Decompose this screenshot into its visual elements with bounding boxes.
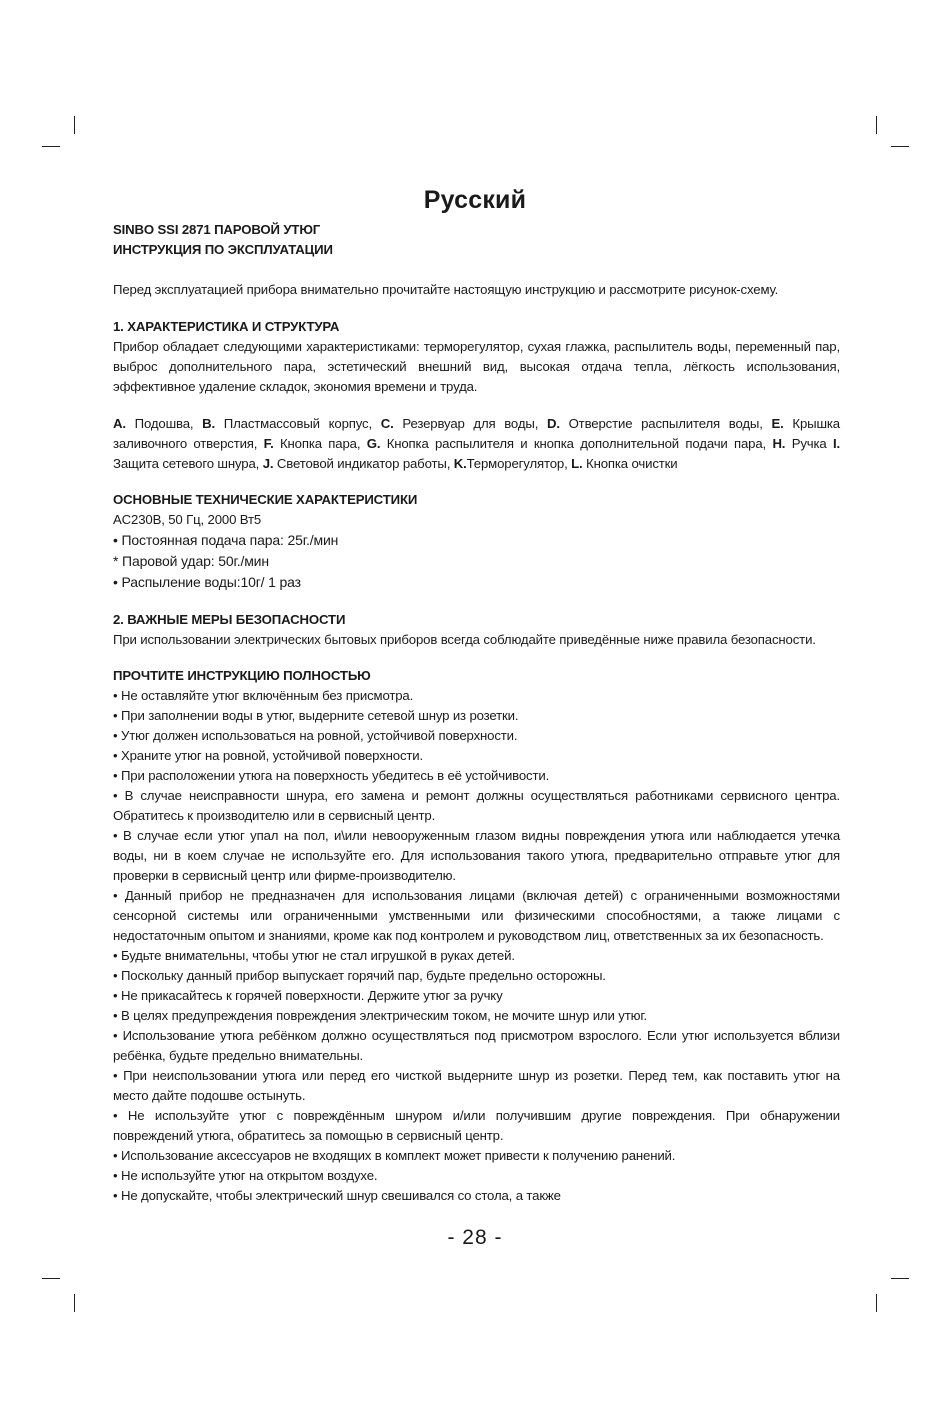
safety-item: • Не оставляйте утюг включённым без присмотра.	[113, 688, 414, 703]
part-name: Отверстие распылителя воды,	[559, 416, 772, 431]
safety-item: • Не используйте утюг с повреждённым шнуром и/или получившим другие повреждения. При обнаружении повреждений утюга, обратитесь за помощью в сервисный центр.	[113, 1108, 840, 1143]
part-name: Крышка заливочного отверстия,	[113, 416, 840, 451]
safety-item: • Не допускайте, чтобы электрический шнур свешивался со стола, а также	[113, 1188, 561, 1203]
safety-item: • Не прикасайтесь к горячей поверхности. Держите утюг за ручку	[113, 988, 503, 1003]
part-name: Кнопка очистки	[582, 456, 678, 471]
section2-heading: 2. ВАЖНЫЕ МЕРЫ БЕЗОПАСНОСТИ	[113, 612, 346, 627]
specs-list	[113, 510, 840, 593]
part-letter: J.	[262, 456, 274, 471]
intro-text: Перед эксплуатацией прибора внимательно прочитайте настоящую инструкцию и рассмотрите рисунок-схему.	[113, 282, 779, 297]
spec-line: * Паровой удар: 50г./мин	[113, 553, 269, 569]
part-name: Терморегулятор,	[466, 456, 572, 471]
page-title: Русский	[423, 186, 527, 214]
safety-item: • При неиспользовании утюга или перед его чисткой выдерните шнур из розетки. Перед тем, как поставить утюг на место дайте подошве остынуть.	[113, 1068, 840, 1103]
part-letter: G.	[366, 436, 381, 451]
spec-line: • Распыление воды:10г/ 1 раз	[113, 574, 301, 590]
crop-mark-top-right-vertical	[876, 116, 877, 134]
section1-text: Прибор обладает следующими характеристиками: терморегулятор, сухая глажка, распылитель воды, переменный пар, выброс дополнительного пара, эстетический внешний вид, высокая отдача тепла, лёгкость использования, эффективное удаление складок, экономия времени и труда.	[113, 339, 840, 394]
safety-item: • В случае неисправности шнура, его замена и ремонт должны осуществляться работниками сервисного центра. Обратитесь к производителю или в сервисный центр.	[113, 788, 840, 823]
safety-item: • Утюг должен использоваться на ровной, устойчивой поверхности.	[113, 728, 518, 743]
crop-mark-bottom-left-vertical	[74, 1294, 75, 1312]
part-name: Пластмассовый корпус,	[215, 416, 381, 431]
document-body	[113, 220, 840, 1206]
part-name: Кнопка пара,	[273, 436, 367, 451]
doc-header-line2: ИНСТРУКЦИЯ ПО ЭКСПЛУАТАЦИИ	[113, 242, 333, 257]
safety-item: • Данный прибор не предназначен для использования лицами (включая детей) с ограниченными возможностями сенсорной системы или ограниченными умственными или физическими способностями, а также лицами с недостаточным опытом и знаниями, кроме как под контролем и руководством лиц, ответственных за их безопасность.	[113, 888, 840, 943]
parts-list	[113, 414, 840, 474]
crop-mark-bottom-left-horizontal	[42, 1278, 60, 1279]
specs-heading: ОСНОВНЫЕ ТЕХНИЧЕСКИЕ ХАРАКТЕРИСТИКИ	[113, 492, 418, 507]
safety-item: • Не используйте утюг на открытом воздухе.	[113, 1168, 378, 1183]
doc-header-line1: SINBO SSI 2871 ПАРОВОЙ УТЮГ	[113, 222, 321, 237]
section2-text: При использовании электрических бытовых приборов всегда соблюдайте приведённые ниже правила безопасности.	[113, 632, 816, 647]
part-letter: C.	[380, 416, 394, 431]
spec-line: • Постоянная подача пара: 25г./мин	[113, 532, 339, 548]
crop-mark-top-left-vertical	[74, 116, 75, 134]
part-name: Подошва,	[125, 416, 203, 431]
part-letter: L.	[571, 456, 583, 471]
part-letter: B.	[202, 416, 216, 431]
safety-item: • При расположении утюга на поверхность убедитесь в её устойчивости.	[113, 768, 550, 783]
section1-heading: 1. ХАРАКТЕРИСТИКА И СТРУКТУРА	[113, 319, 340, 334]
part-letter: K.	[453, 456, 467, 471]
part-letter: D.	[546, 416, 560, 431]
safety-item: • Храните утюг на ровной, устойчивой поверхности.	[113, 748, 424, 763]
crop-mark-top-left-horizontal	[42, 146, 60, 147]
safety-item: • Использование утюга ребёнком должно осуществляться под присмотром взрослого. Если утюг используется вблизи ребёнка, будьте предельно внимательны.	[113, 1028, 840, 1063]
part-name: Ручка	[785, 436, 833, 451]
safety-item: • При заполнении воды в утюг, выдерните сетевой шнур из розетки.	[113, 708, 519, 723]
read-heading: ПРОЧТИТЕ ИНСТРУКЦИЮ ПОЛНОСТЬЮ	[113, 668, 371, 683]
part-name: Резервуар для воды,	[393, 416, 547, 431]
crop-mark-bottom-right-vertical	[876, 1294, 877, 1312]
part-letter: H.	[772, 436, 786, 451]
safety-item: • В целях предупреждения повреждения электрическим током, не мочите шнур или утюг.	[113, 1008, 647, 1023]
part-letter: A.	[113, 416, 126, 431]
safety-item: • В случае если утюг упал на пол, и\или невооруженным глазом видны повреждения утюга или наблюдается утечка воды, ни в коем случае не используйте его. Для использования такого утюга, предварительно отправьте утюг для проверки в сервисный центр или фирме-производителю.	[113, 828, 840, 883]
spec-line: AC230B, 50 Гц, 2000 Вт5	[113, 512, 262, 527]
part-letter: E.	[771, 416, 784, 431]
part-letter: I.	[832, 436, 840, 451]
safety-item: • Будьте внимательны, чтобы утюг не стал игрушкой в руках детей.	[113, 948, 515, 963]
safety-item: • Использование аксессуаров не входящих в комплект может привести к получению ранений.	[113, 1148, 676, 1163]
part-letter: F.	[263, 436, 274, 451]
crop-mark-top-right-horizontal	[891, 146, 909, 147]
part-name: Кнопка распылителя и кнопка дополнительной подачи пара,	[380, 436, 773, 451]
crop-mark-bottom-right-horizontal	[891, 1278, 909, 1279]
safety-list	[113, 686, 840, 1206]
part-name: Защита сетевого шнура,	[113, 456, 263, 471]
part-name: Световой индикатор работы,	[273, 456, 454, 471]
page-number: - 28 -	[447, 1226, 503, 1249]
safety-item: • Поскольку данный прибор выпускает горячий пар, будьте предельно осторожны.	[113, 968, 606, 983]
